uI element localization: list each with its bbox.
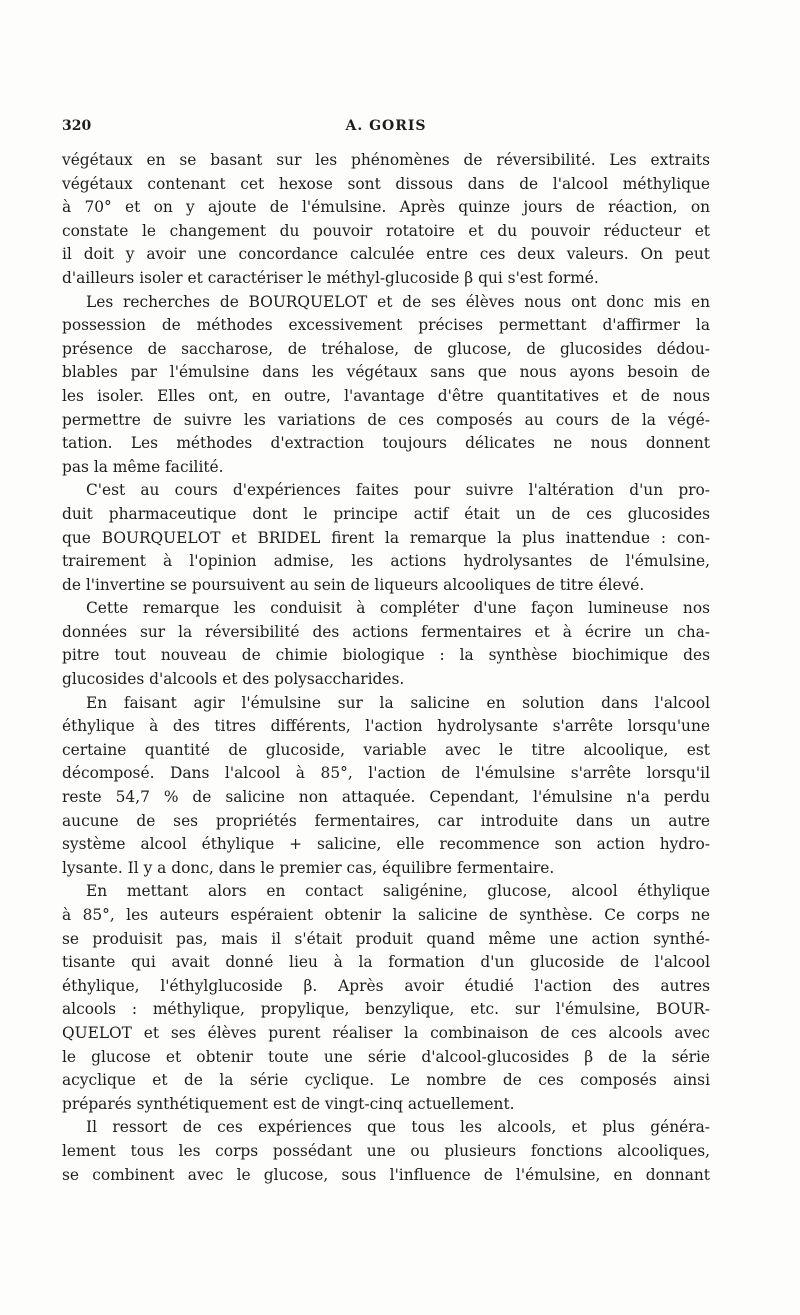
text-line: que BOURQUELOT et BRIDEL firent la remarque la plus inattendue : con- — [62, 528, 710, 547]
text-line: présence de saccharose, de tréhalose, de glucose, de glucosides dédou- — [62, 339, 710, 358]
text-line: d'ailleurs isoler et caractériser le méthyl-glucoside β qui s'est formé. — [62, 268, 599, 287]
text-line: certaine quantité de glucoside, variable avec le titre alcoolique, est — [62, 740, 710, 759]
text-line: permettre de suivre les variations de ces composés au cours de la végé- — [62, 410, 710, 429]
text-line: éthylique à des titres différents, l'action hydrolysante s'arrête lorsqu'une — [62, 717, 710, 736]
text-line: trairement à l'opinion admise, les actions hydrolysantes de l'émulsine, — [62, 552, 710, 571]
text-line: pitre tout nouveau de chimie biologique : la synthèse biochimique des — [62, 646, 710, 665]
text-line: végétaux contenant cet hexose sont dissous dans de l'alcool méthylique — [62, 174, 710, 193]
page-number: 320 — [62, 118, 92, 134]
text-line: Il ressort de ces expériences que tous les alcools, et plus généra- — [86, 1118, 710, 1137]
text-line: blables par l'émulsine dans les végétaux sans que nous ayons besoin de — [62, 363, 710, 382]
text-line: se produisit pas, mais il s'était produit quand même une action synthé- — [62, 929, 710, 948]
text-line: préparés synthétiquement est de vingt-cinq actuellement. — [62, 1094, 515, 1113]
text-line: glucosides d'alcools et des polysaccharides. — [62, 670, 405, 689]
text-line: de l'invertine se poursuivent au sein de liqueurs alcooliques de titre élevé. — [62, 575, 645, 594]
text-line: En faisant agir l'émulsine sur la salicine en solution dans l'alcool — [86, 693, 710, 712]
text-line: Les recherches de BOURQUELOT et de ses élèves nous ont donc mis en — [86, 292, 710, 311]
text-line: possession de méthodes excessivement précises permettant d'affirmer la — [62, 316, 710, 335]
text-line: lysante. Il y a donc, dans le premier cas, équilibre fermentaire. — [62, 858, 555, 877]
running-title: A. GORIS — [345, 118, 427, 134]
text-line: Cette remarque les conduisit à compléter d'une façon lumineuse nos — [86, 599, 710, 618]
text-line: lement tous les corps possédant une ou plusieurs fonctions alcooliques, — [62, 1141, 710, 1160]
text-line: le glucose et obtenir toute une série d'alcool-glucosides β de la série — [62, 1047, 710, 1066]
text-line: tation. Les méthodes d'extraction toujours délicates ne nous donnent — [62, 434, 710, 453]
text-line: décomposé. Dans l'alcool à 85°, l'action de l'émulsine s'arrête lorsqu'il — [62, 764, 710, 783]
text-line: se combinent avec le glucose, sous l'influence de l'émulsine, en donnant — [62, 1165, 710, 1184]
text-line: aucune de ses propriétés fermentaires, car introduite dans un autre — [62, 811, 710, 830]
body-text — [62, 149, 710, 1187]
text-line: En mettant alors en contact saligénine, glucose, alcool éthylique — [86, 882, 710, 901]
text-line: acyclique et de la série cyclique. Le nombre de ces composés ainsi — [62, 1071, 710, 1090]
text-line: duit pharmaceutique dont le principe actif était un de ces glucosides — [62, 504, 710, 523]
text-line: reste 54,7 % de salicine non attaquée. Cependant, l'émulsine n'a perdu — [62, 788, 710, 807]
text-line: QUELOT et ses élèves purent réaliser la combinaison de ces alcools avec — [62, 1023, 710, 1042]
text-line: à 85°, les auteurs espéraient obtenir la salicine de synthèse. Ce corps ne — [62, 906, 710, 924]
text-line: système alcool éthylique + salicine, elle recommence son action hydro- — [62, 835, 710, 854]
text-line: pas la même facilité. — [62, 457, 224, 476]
text-line: éthylique, l'éthylglucoside β. Après avoir étudié l'action des autres — [62, 976, 710, 995]
text-line: données sur la réversibilité des actions fermentaires et à écrire un cha- — [62, 622, 710, 641]
text-line: il doit y avoir une concordance calculée entre ces deux valeurs. On peut — [62, 245, 710, 264]
text-line: constate le changement du pouvoir rotatoire et du pouvoir réducteur et — [62, 221, 710, 240]
text-line: C'est au cours d'expériences faites pour suivre l'altération d'un pro- — [86, 481, 710, 500]
text-line: tisante qui avait donné lieu à la formation d'un glucoside de l'alcool — [62, 953, 710, 972]
running-head — [62, 118, 710, 140]
text-line: alcools : méthylique, propylique, benzylique, etc. sur l'émulsine, BOUR- — [62, 1000, 710, 1019]
text-line: les isoler. Elles ont, en outre, l'avantage d'être quantitatives et de nous — [62, 386, 710, 405]
text-line: à 70° et on y ajoute de l'émulsine. Après quinze jours de réaction, on — [62, 198, 710, 217]
text-line: végétaux en se basant sur les phénomènes de réversibilité. Les extraits — [62, 151, 710, 169]
